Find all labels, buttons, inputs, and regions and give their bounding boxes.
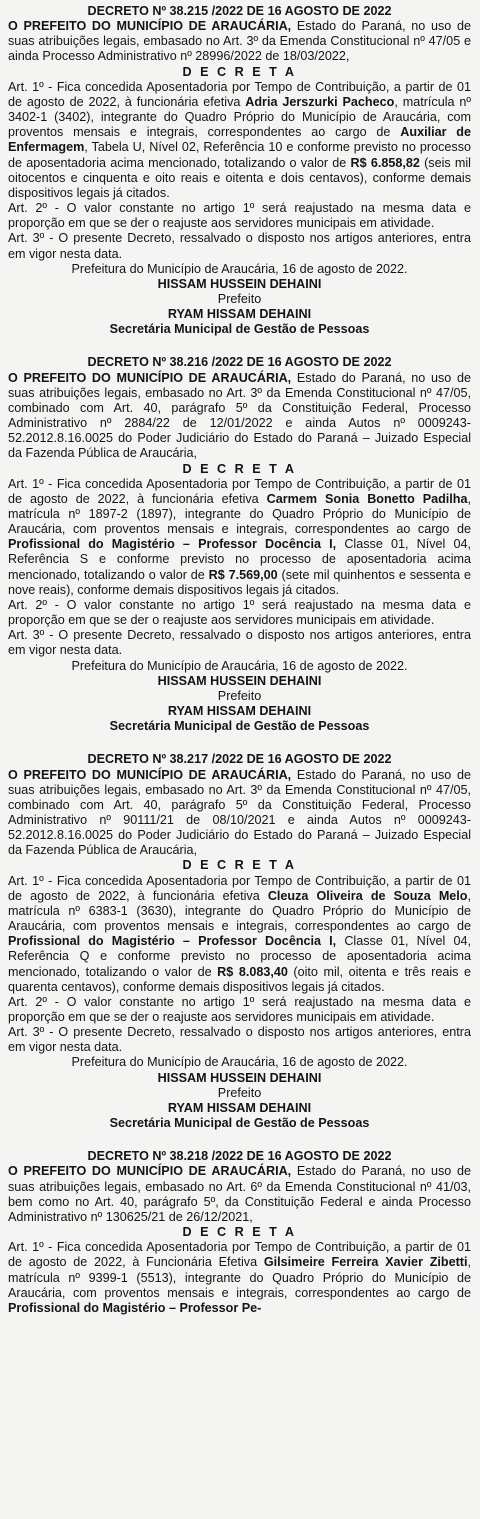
preamble-authority: O PREFEITO DO MUNICÍPIO DE ARAUCÁRIA,: [8, 19, 292, 34]
decree-preamble: [8, 371, 471, 462]
place-date: Prefeitura do Município de Araucária, 16 de agosto de 2022.: [71, 1055, 408, 1070]
decree-preamble: [8, 768, 471, 859]
article-1-run: Profissional do Magistério – Professor Docência I,: [8, 934, 337, 949]
article-1-run: R$ 8.083,40: [217, 964, 288, 979]
article-1-run: R$ 7.569,00: [208, 567, 278, 582]
article-1-run: Classe 01, Nível 04, Referência Q e conforme previsto no processo de aposentadoria acima mencionado, totalizando o valor de: [8, 934, 471, 979]
article-2: Art. 2º - O valor constante no artigo 1º será reajustado na mesma data e proporção em que se der o reajuste aos servidores municipais em atividade.: [8, 201, 471, 231]
secretary-role: Secretária Municipal de Gestão de Pessoas: [109, 719, 370, 734]
article-1-run: R$ 6.858,82: [350, 155, 420, 170]
article-1-run: Art. 1º - Fica concedida Aposentadoria por Tempo de Contribuição, a partir de 01 de agosto de 2022, à Funcionária Efetiva: [8, 1240, 471, 1270]
article-1: [8, 1240, 471, 1316]
decree-38216: [8, 355, 471, 734]
mayor-role: Prefeito: [217, 291, 262, 306]
mayor-name: HISSAM HUSSEIN DEHAINI: [157, 1070, 322, 1085]
preamble-text: Estado do Paraná, no uso de suas atribuições legais, embasado no Art. 3º da Emenda Constitucional nº 47/05 e ainda Processo Administrativo nº 28996/2022 de 18/03/2022,: [8, 19, 471, 64]
decree-38217: [8, 752, 471, 1131]
decree-38218: [8, 1149, 471, 1316]
article-1-run: , matrícula nº 1897-2 (1897), integrante do Quadro Próprio do Município de Araucária, com proventos mensais e integrais, correspondentes ao cargo de: [8, 491, 471, 537]
preamble-text: Estado do Paraná, no uso de suas atribuições legais, embasado no Art. 3º da Emenda Constitucional nº 47/05, combinado com Art. 40, parágrafo 5º da Constituição Federal, Processo Administrativo nº 2884/22 de 12/01/2022 e ainda Autos nº 0009243-52.2012.8.16.0025 do Poder Judiciário do Estado do Paraná – Juizado Especial da Fazenda Pública de Araucária,: [8, 370, 471, 461]
decree-preamble: [8, 1164, 471, 1225]
decree-title: DECRETO Nº 38.218 /2022 DE 16 AGOSTO DE 2022: [87, 1149, 392, 1164]
decreta-heading: D E C R E T A: [182, 858, 297, 873]
preamble-authority: O PREFEITO DO MUNICÍPIO DE ARAUCÁRIA,: [8, 370, 292, 385]
article-1-run: (sete mil quinhentos e sessenta e nove reais), conforme demais dispositivos legais já citados.: [8, 567, 471, 597]
secretary-name: RYAM HISSAM DEHAINI: [167, 307, 312, 322]
decreta-heading: D E C R E T A: [182, 64, 297, 79]
decreta-heading: D E C R E T A: [182, 461, 297, 476]
article-1-run: Auxiliar de Enfermagem: [8, 125, 472, 155]
article-1-run: , matrícula nº 6383-1 (3630), integrante do Quadro Próprio do Município de Araucária, com proventos mensais e integrais, correspondentes ao cargo de: [8, 888, 472, 934]
article-3: Art. 3º - O presente Decreto, ressalvado o disposto nos artigos anteriores, entra em vigor nesta data.: [8, 1025, 471, 1055]
article-1-run: (oito mil, oitenta e três reais e quarenta centavos), conforme demais dispositivos legais já citados.: [8, 964, 471, 994]
article-1-run: Gilsimeire Ferreira Xavier Zibetti: [263, 1255, 468, 1270]
decree-title: DECRETO Nº 38.215 /2022 DE 16 AGOSTO DE 2022: [87, 4, 392, 18]
decree-38215: [8, 4, 471, 337]
article-1-run: Art. 1º - Fica concedida Aposentadoria por Tempo de Contribuição, a partir de 01 de agosto de 2022, à funcionária efetiva: [8, 873, 471, 903]
decree-title: DECRETO Nº 38.216 /2022 DE 16 AGOSTO DE 2022: [87, 355, 392, 370]
signature-block: [8, 659, 471, 735]
article-1-run: , matrícula nº 3402-1 (3402), integrante do Quadro Próprio do Município de Araucária, com proventos mensais e integrais, correspondentes ao cargo de: [8, 94, 471, 140]
preamble-text: Estado do Paraná, no uso de suas atribuições legais, embasado no Art. 6º da Emenda Constitucional nº 41/03, bem como no Art. 40, parágrafo 5º, da Constituição Federal e ainda Processo Administrativo nº 130625/21 de 26/12/2021,: [8, 1164, 471, 1224]
article-1-run: Carmem Sonia Bonetto Padilha: [266, 491, 468, 506]
article-2: Art. 2º - O valor constante no artigo 1º será reajustado na mesma data e proporção em que se der o reajuste aos servidores municipais em atividade.: [8, 597, 471, 628]
article-1-run: , Tabela U, Nível 02, Referência 10 e conforme previsto no processo de aposentadoria acima mencionado, totalizando o valor de: [8, 140, 471, 170]
mayor-name: HISSAM HUSSEIN DEHAINI: [157, 673, 322, 688]
article-1: [8, 477, 471, 598]
article-1-run: Profissional do Magistério – Professor Docência I,: [8, 537, 337, 552]
decree-title: DECRETO Nº 38.217 /2022 DE 16 AGOSTO DE 2022: [87, 752, 392, 767]
article-3: Art. 3º - O presente Decreto, ressalvado o disposto nos artigos anteriores, entra em vigor nesta data.: [8, 231, 471, 261]
secretary-name: RYAM HISSAM DEHAINI: [167, 1100, 312, 1115]
place-date: Prefeitura do Município de Araucária, 16 de agosto de 2022.: [71, 658, 408, 673]
article-1-run: Classe 01, Nível 04, Referência S e conforme previsto no processo de aposentadoria acima mencionado, totalizando o valor de: [8, 537, 471, 582]
article-1-run: Cleuza Oliveira de Souza Melo: [267, 888, 468, 903]
preamble-authority: O PREFEITO DO MUNICÍPIO DE ARAUCÁRIA,: [8, 1164, 292, 1179]
article-1: [8, 874, 471, 995]
article-1-run: (seis mil oitocentos e cinquenta e oito reais e oitenta e dois centavos), conforme demais dispositivos legais já citados.: [8, 155, 471, 200]
article-1: [8, 80, 471, 201]
secretary-role: Secretária Municipal de Gestão de Pessoas: [109, 322, 370, 337]
secretary-role: Secretária Municipal de Gestão de Pessoas: [109, 1116, 370, 1131]
article-1-run: , matrícula nº 9399-1 (5513), integrante do Quadro Próprio do Município de Araucária, com proventos mensais e integrais, correspondentes ao cargo de: [8, 1255, 471, 1300]
article-2: Art. 2º - O valor constante no artigo 1º será reajustado na mesma data e proporção em que se der o reajuste aos servidores municipais em atividade.: [8, 994, 471, 1024]
preamble-text: Estado do Paraná, no uso de suas atribuições legais, embasado no Art. 3º da Emenda Constitucional nº 47/05, combinado com Art. 40, parágrafo 5º da Constituição Federal, Processo Administrativo nº 90111/21 de 08/10/2021 e ainda Autos nº 0009243-52.2012.8.16.0025 do Poder Judiciário do Estado do Paraná – Juizado Especial da Fazenda Pública de Araucária,: [8, 767, 471, 858]
article-1-run: Art. 1º - Fica concedida Aposentadoria por Tempo de Contribuição, a partir de 01 de agosto de 2022, à funcionária efetiva: [8, 79, 471, 109]
decree-preamble: [8, 19, 471, 64]
mayor-role: Prefeito: [217, 1085, 262, 1100]
article-3: Art. 3º - O presente Decreto, ressalvado o disposto nos artigos anteriores, entra em vigor nesta data.: [8, 628, 471, 658]
signature-block: [8, 1055, 471, 1131]
signature-block: [8, 262, 471, 338]
mayor-name: HISSAM HUSSEIN DEHAINI: [157, 276, 322, 291]
mayor-role: Prefeito: [217, 688, 262, 703]
article-1-run: Art. 1º - Fica concedida Aposentadoria por Tempo de Contribuição, a partir de 01 de agosto de 2022, à funcionária efetiva: [8, 476, 471, 506]
place-date: Prefeitura do Município de Araucária, 16 de agosto de 2022.: [71, 261, 408, 276]
secretary-name: RYAM HISSAM DEHAINI: [167, 704, 312, 719]
article-1-run: Adria Jerszurki Pacheco: [245, 94, 395, 109]
preamble-authority: O PREFEITO DO MUNICÍPIO DE ARAUCÁRIA,: [8, 767, 292, 782]
article-1-run: Profissional do Magistério – Professor Pe-: [8, 1300, 262, 1315]
decreta-heading: D E C R E T A: [182, 1225, 297, 1240]
